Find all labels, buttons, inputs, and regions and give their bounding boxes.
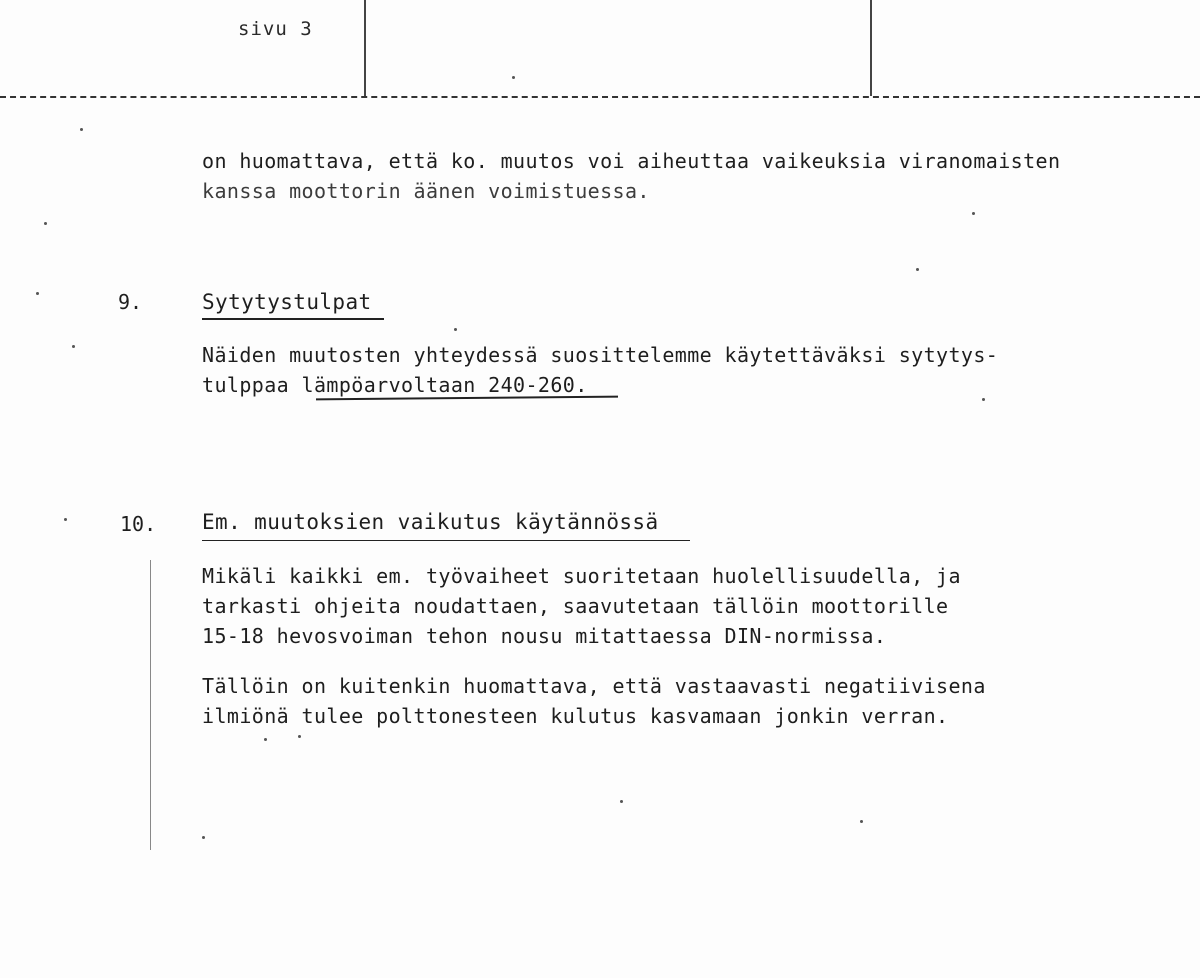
section-9-title: Sytytystulpat [202, 290, 372, 314]
scan-speck [202, 836, 205, 839]
intro-line-1: on huomattava, että ko. muutos voi aiheuttaa vaikeuksia viranomaisten [202, 149, 1061, 173]
scan-speck [264, 738, 267, 741]
header-rule [0, 96, 1200, 98]
scan-speck [72, 345, 75, 348]
scan-speck [36, 292, 39, 295]
section-9-title-underline [202, 318, 384, 320]
scan-speck [64, 518, 67, 521]
scan-speck [972, 212, 975, 215]
section-10-title: Em. muutoksien vaikutus käytännössä [202, 510, 659, 534]
header-divider-right [870, 0, 872, 96]
section-10-p1-line-3: 15-18 hevosvoiman tehon nousu mitattaessa DIN-normissa. [202, 624, 887, 648]
scan-margin-line [150, 560, 151, 850]
section-10-number: 10. [120, 512, 157, 536]
scan-speck [44, 222, 47, 225]
section-9-line-1: Näiden muutosten yhteydessä suosittelemme käytettäväksi sytytys- [202, 343, 999, 367]
scan-speck [982, 398, 985, 401]
header-divider-left [364, 0, 366, 96]
scan-speck [860, 820, 863, 823]
scan-speck [298, 735, 301, 738]
scan-speck [916, 268, 919, 271]
scan-speck [454, 328, 457, 331]
page-number: sivu 3 [238, 18, 313, 40]
section-10-p2-line-1: Tällöin on kuitenkin huomattava, että vastaavasti negatiivisena [202, 674, 986, 698]
intro-line-2: kanssa moottorin äänen voimistuessa. [202, 179, 650, 203]
section-10-title-underline [202, 540, 690, 541]
scan-speck [80, 128, 83, 131]
section-10-p2-line-2: ilmiönä tulee polttonesteen kulutus kasvamaan jonkin verran. [202, 704, 949, 728]
section-10-p1-line-2: tarkasti ohjeita noudattaen, saavutetaan tällöin moottorille [202, 594, 949, 618]
section-9-number: 9. [118, 290, 143, 314]
section-9-line-2: tulppaa lämpöarvoltaan 240-260. [202, 373, 588, 397]
section-10-p1-line-1: Mikäli kaikki em. työvaiheet suoritetaan huolellisuudella, ja [202, 564, 961, 588]
scan-speck [512, 76, 515, 79]
scan-speck [620, 800, 623, 803]
